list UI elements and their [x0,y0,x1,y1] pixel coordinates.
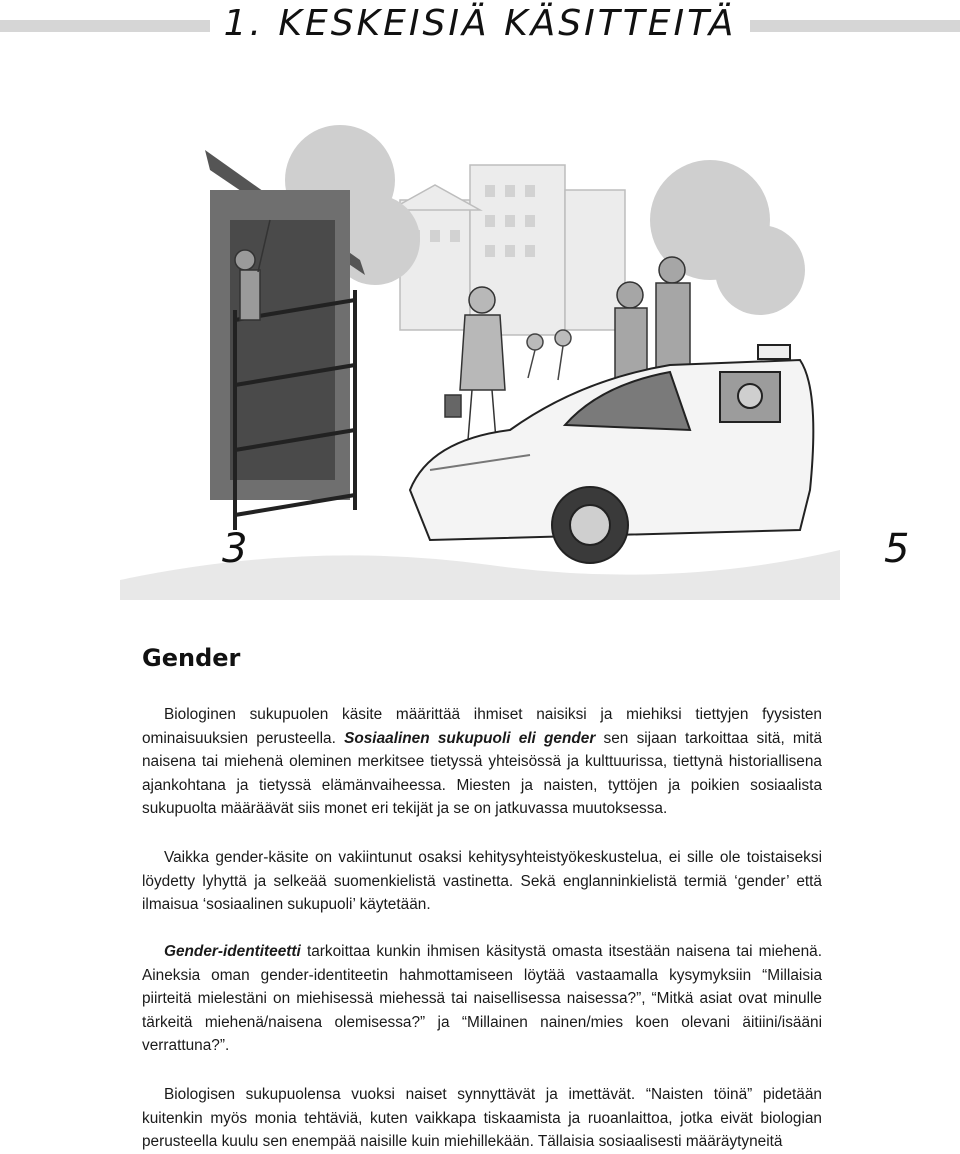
paragraph-text: Biologinen sukupuolen käsite määrittää ihmiset naisiksi ja miehiksi tiettyjen fyysisten ominaisuuksien perusteella. [142,706,822,747]
page-number-left: 3 [222,526,248,572]
paragraph-womens-work [142,1083,822,1154]
emphasis-term: Gender-identiteetti [164,943,301,960]
page-number-right: 5 [884,526,910,572]
paragraph-biological-sex [142,703,822,821]
section-heading: Gender [142,644,241,672]
chapter-title [0,0,960,50]
paragraph-text: Vaikka gender-käsite on vakiintunut osaksi kehitysyhteistyökeskustelua, ei sille ole toistaiseksi löydetty lyhyttä ja selkeää suomenkielistä vastinetta. Sekä englanninkielistä termiä ‘gender’ että ilmaisua ‘sosiaalinen sukupuoli’ käytetään. [142,849,822,913]
street-scene-illustration [110,110,850,600]
paragraph-gender-concept [142,846,822,917]
paragraph-gender-identity [142,940,822,1058]
emphasis-term: Sosiaalinen sukupuoli eli gender [344,729,596,747]
chapter-title-text: 1. KESKEISIÄ KÄSITTEITÄ [210,2,751,46]
paragraph-text: sen sijaan tarkoittaa sitä, mitä naisena tai miehenä oleminen merkitsee tietyssä yhteisössä ja kulttuurissa, tiettynä historiallisena ajankohtana ja tietyssä elämänvaiheessa. Miesten ja naisten, tyttöjen ja poikien sosiaalista sukupuolta määräävät siis monet eri tekijät ja se on jatkuvassa muutoksessa. [142,729,822,817]
paragraph-text: tarkoittaa kunkin ihmisen käsitystä omasta itsestään naisena tai miehenä. Aineksia oman gender-identiteetin hahmottamiseen löytää vastaamalla kysymyksiin “Millaisia piirteitä mielestäni on miehisessä miehessä tai naisellisessa naisessa?”, “Mitkä asiat ovat minulle tärkeitä miehenä/naisena olemisessa?” ja “Millainen nainen/mies koen olevani äitiini/isääni verrattuna?”. [142,943,822,1054]
paragraph-text: Biologisen sukupuolensa vuoksi naiset synnyttävät ja imettävät. “Naisten töinä” pidetään kuitenkin myös monia tehtäviä, kuten vaikkapa tiskaamista ja ruoanlaittoa, jotka eivät biologian perusteella kuulu sen enempää naisille kuin miehillekään. Tällaisia sosiaalisesti määräytyneitä [142,1086,822,1150]
